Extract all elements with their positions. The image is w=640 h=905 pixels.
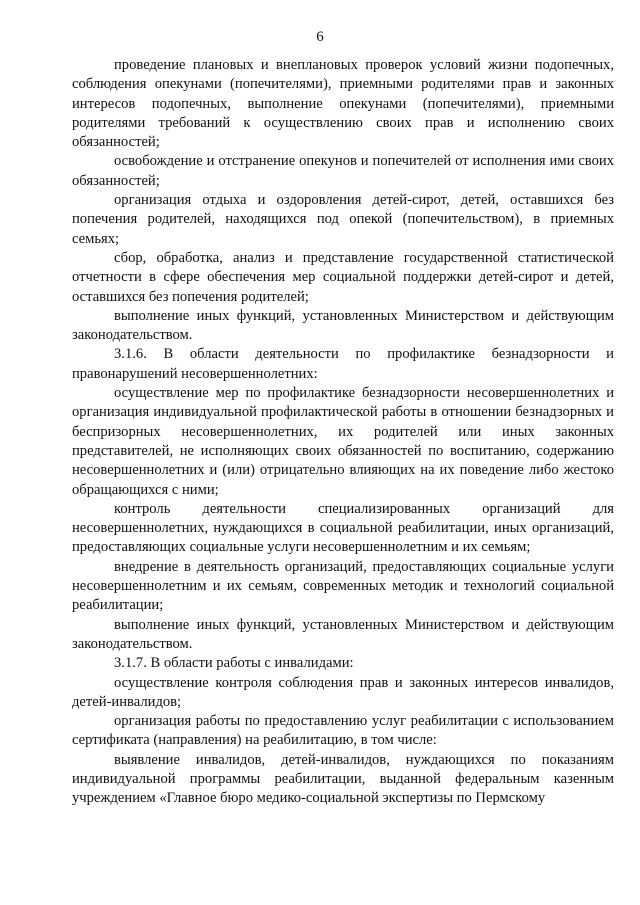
- paragraph-inspections: проведение плановых и внеплановых проверок условий жизни подопечных, соблюдения опекунами (попечителями), приемными родителями прав и законных интересов подопечных, выполнение опекунами (попечителями), приемными родителями требований к осуществлению своих прав и исполнению своих обязанностей;: [72, 57, 614, 151]
- section-heading-3-1-6: 3.1.6. В области деятельности по профилактике безнадзорности и правонарушений несовершеннолетних:: [72, 346, 614, 382]
- paragraph-other-functions-2: выполнение иных функций, установленных Министерством и действующим законодательством.: [72, 616, 614, 652]
- paragraph-recreation: организация отдыха и оздоровления детей-сирот, детей, оставшихся без попечения родителей, находящихся под опекой (попечительством), в приемных семьях;: [72, 192, 614, 247]
- paragraph-prevention-measures: осуществление мер по профилактике безнадзорности несовершеннолетних и организация индивидуальной профилактической работы в отношении безнадзорных и беспризорных несовершеннолетних, их родителей или иных законных представителей, не исполняющих своих обязанностей по воспитанию, содержанию несовершеннолетних и (или) отрицательно влияющих на их поведение либо жестоко обращающихся с ними;: [72, 385, 614, 498]
- paragraph-identification: выявление инвалидов, детей-инвалидов, нуждающихся по показаниям индивидуальной программы реабилитации, выданной федеральным казенным учреждением «Главное бюро медико-социальной экспертизы по Пермскому: [72, 751, 614, 807]
- paragraph-organization-control: контроль деятельности специализированных организаций для несовершеннолетних, нуждающихся в социальной реабилитации, иных организаций, предоставляющих социальные услуги несовершеннолетним и их семьям;: [72, 500, 614, 556]
- paragraph-other-functions: выполнение иных функций, установленных Министерством и действующим законодательством.: [72, 307, 614, 344]
- section-heading-3-1-7: 3.1.7. В области работы с инвалидами:: [114, 655, 354, 672]
- paragraph-guardian-removal: освобождение и отстранение опекунов и попечителей от исполнения ими своих обязанностей;: [72, 153, 614, 189]
- paragraph-rights-control: осуществление контроля соблюдения прав и законных интересов инвалидов, детей-инвалидов;: [72, 674, 614, 710]
- paragraph-rehabilitation-services: организация работы по предоставлению услуг реабилитации с использованием сертификата (направления) на реабилитацию, в том числе:: [72, 713, 614, 749]
- document-body: [72, 56, 614, 809]
- paragraph-statistics: сбор, обработка, анализ и представление государственной статистической отчетности в сфере обеспечения мер социальной поддержки детей-сирот и детей, оставшихся без попечения родителей;: [72, 249, 614, 305]
- paragraph-methods-introduction: внедрение в деятельность организаций, предоставляющих социальные услуги несовершеннолетним и их семьям, современных методик и технологий социальной реабилитации;: [72, 558, 614, 614]
- page-number: 6: [316, 29, 324, 45]
